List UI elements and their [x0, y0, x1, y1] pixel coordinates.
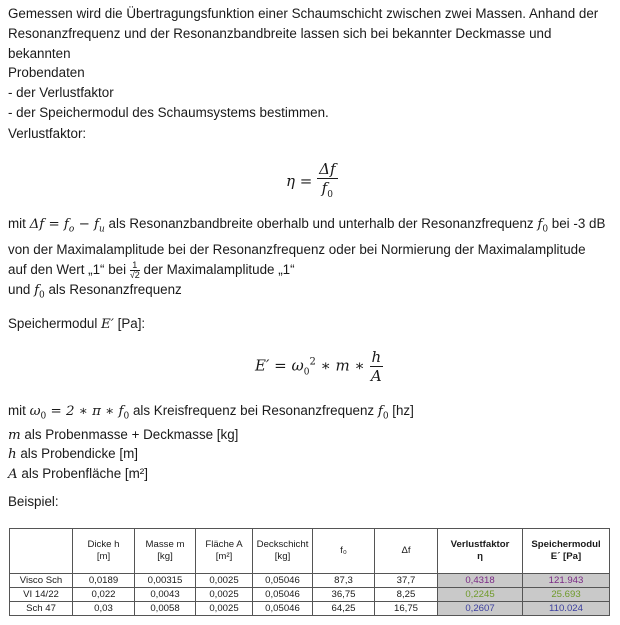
intro-paragraph: [8, 4, 610, 123]
table-cell: 36,75: [313, 588, 375, 602]
table-header-row: [10, 529, 610, 574]
storage-desc-mass: m als Probenmasse + Deckmasse [kg]: [8, 427, 239, 444]
table-cell: 0,2245: [438, 588, 523, 602]
table-cell: 0,0025: [196, 588, 253, 602]
table-cell: 87,3: [313, 574, 375, 588]
table-cell: 0,00315: [135, 574, 196, 588]
loss-desc-line2: von der Maximalamplitude bei der Resonanzfrequenz oder bei Normierung der Maximalamplitude: [8, 242, 586, 258]
header-cell: Dicke h [m]: [73, 529, 135, 574]
storage-desc-area: A als Probenfläche [m²]: [8, 465, 148, 482]
intro-line: Probendaten: [8, 65, 85, 81]
table-cell: 16,75: [375, 602, 438, 616]
storage-heading: Speichermodul E′ [Pa]:: [8, 316, 146, 332]
storage-formula-lhs: E′ = ω: [255, 356, 304, 375]
table-row: [10, 602, 610, 616]
table-row: [10, 574, 610, 588]
table-cell: 0,0025: [196, 602, 253, 616]
table-cell: 0,0189: [73, 574, 135, 588]
header-cell: Δf: [375, 529, 438, 574]
table-cell: 0,4318: [438, 574, 523, 588]
header-cell: [10, 529, 73, 574]
table-cell: 25.693: [523, 588, 610, 602]
loss-description: [8, 214, 610, 307]
header-cell: Fläche A [m²]: [196, 529, 253, 574]
row-label-cell: VI 14/22: [10, 588, 73, 602]
intro-line: Resonanzfrequenz und der Resonanzbandbreite lassen sich bei bekannter Deckmasse und bekannten: [8, 25, 552, 61]
loss-desc-line3: auf den Wert „1“ bei $\frac{1}{√2}$ der Maximalamplitude „1“: [8, 260, 295, 281]
table-cell: 0,0043: [135, 588, 196, 602]
row-label-cell: Sch 47: [10, 602, 73, 616]
intro-line: - der Verlustfaktor: [8, 85, 114, 101]
storage-desc-line1: mit $\omega_0 = 2$ ∗ π ∗ $f_0$ als Kreisfrequenz bei Resonanzfrequenz $f_0$ [hz]: [8, 403, 414, 422]
table-cell: 0,05046: [253, 602, 313, 616]
header-cell: Speichermodul E´ [Pa]: [523, 529, 610, 574]
one-over-sqrt2-fraction: $\frac{1}{√2}$: [129, 260, 140, 281]
loss-formula-denominator-sub: 0: [327, 190, 333, 200]
table-cell: 0,2607: [438, 602, 523, 616]
loss-heading: Verlustfaktor:: [8, 126, 87, 141]
header-cell: Verlustfaktor η: [438, 529, 523, 574]
storage-description: [8, 402, 610, 484]
storage-desc-thickness: h als Probendicke [m]: [8, 446, 138, 463]
row-label-cell: Visco Sch: [10, 574, 73, 588]
example-heading: Beispiel:: [8, 494, 59, 509]
table-cell: 110.024: [523, 602, 610, 616]
intro-line: - der Speichermodul des Schaumsystems bestimmen.: [8, 104, 329, 120]
loss-formula-numerator: Δf: [319, 160, 336, 178]
loss-formula-fraction: [317, 160, 337, 204]
header-cell: f₀: [313, 529, 375, 574]
table-cell: 0,05046: [253, 588, 313, 602]
loss-formula-denominator: f: [321, 179, 328, 197]
table-cell: 8,25: [375, 588, 438, 602]
loss-desc-line1: mit $\Delta f = f_o - f_u$ als Resonanzbandbreite oberhalb und unterhalb der Resonanzfrequenz $f_0$ bei -3 dB: [8, 216, 606, 235]
table-cell: 64,25: [313, 602, 375, 616]
storage-formula: $E' = \omega_0^2$ ∗ m ∗ $\frac{h}{A}$: [255, 348, 382, 385]
table-cell: 0,022: [73, 588, 135, 602]
table-cell: 121.943: [523, 574, 610, 588]
table-cell: 0,05046: [253, 574, 313, 588]
intro-line: Gemessen wird die Übertragungsfunktion einer Schaumschicht zwischen zwei Massen. Anhand der: [8, 6, 599, 21]
table-cell: 0,0025: [196, 574, 253, 588]
table-row: [10, 588, 610, 602]
example-table: [9, 528, 610, 616]
header-cell: Masse m [kg]: [135, 529, 196, 574]
loss-desc-line4: und $f_0$ als Resonanzfrequenz: [8, 282, 182, 301]
table-cell: 0,03: [73, 602, 135, 616]
storage-formula-fraction: $\frac{h}{A}$: [370, 348, 382, 385]
table-cell: 37,7: [375, 574, 438, 588]
loss-formula: [286, 160, 338, 204]
header-cell: Deckschicht [kg]: [253, 529, 313, 574]
table-cell: 0,0058: [135, 602, 196, 616]
loss-formula-lhs: η =: [286, 172, 313, 190]
